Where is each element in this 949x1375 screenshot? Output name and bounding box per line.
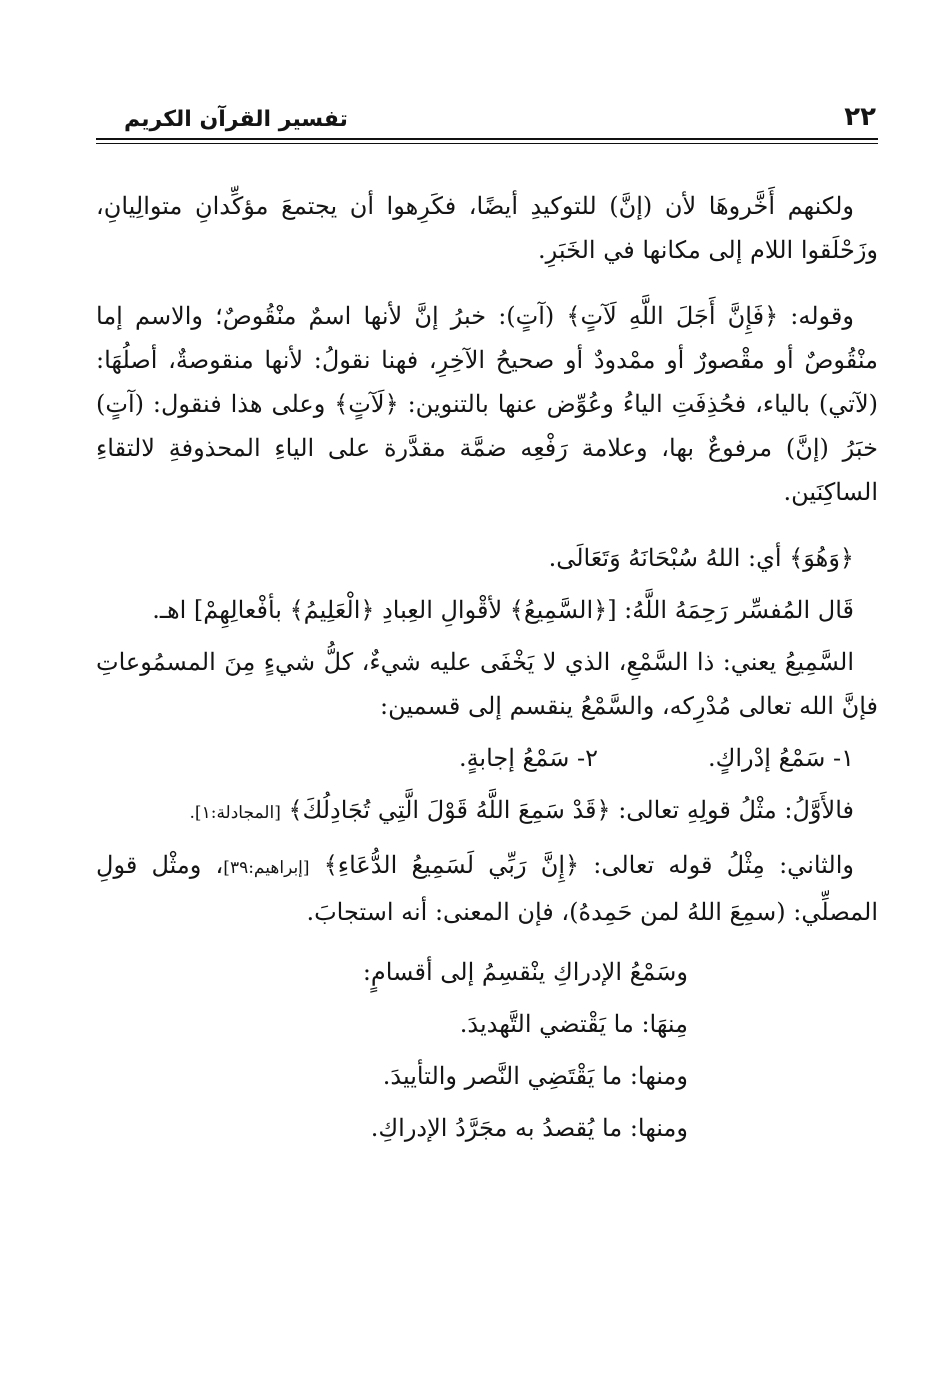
division-list <box>96 736 878 780</box>
book-title: تفسير القرآن الكريم <box>124 107 348 132</box>
paragraph-3: ﴿وَهُوَ﴾ أي: اللهُ سُبْحَانَهُ وَتَعَالَى. <box>548 544 854 572</box>
first-type-text: فالأَوَّلُ: مثْلُ قولِهِ تعالى: ﴿قَدْ سَمِعَ اللَّهُ قَوْلَ الَّتِي تُجَادِلُكَ﴾ <box>280 796 854 824</box>
header-rule-thin <box>96 143 878 144</box>
page-body <box>96 184 878 1150</box>
paragraph-4: قَال المُفسِّر رَحِمَهُ اللَّهُ: [﴿السَّمِيعُ﴾ لأقْوالِ العِبادِ ﴿الْعَلِيمُ﴾ بأفْعالِهِمْ] اهـ. <box>152 596 854 624</box>
page-header <box>96 100 878 146</box>
paragraph-subdivisions: وسَمْعُ الإدراكِ ينْقسِمُ إلى أقسامٍ: <box>362 958 688 986</box>
second-type-continuation: ، ومثْل قولِ المصلِّي: (سمِعَ اللهُ لمن حَمِدهُ)، فإن المعنى: أنه استجابَ. <box>96 851 878 926</box>
paragraph-1: ولكنهم أَخَّروهَا لأن (إنَّ) للتوكيدِ أيضًا، فكَرِهوا أن يجتمعَ مؤكِّدانِ متوالِيانِ، وزَحْلَقوا اللام إلى مكانها في الخَبَرِ. <box>96 192 878 264</box>
subdivision-3: ومنها: ما يُقصدُ به مجَرَّدُ الإدراكِ. <box>370 1114 688 1142</box>
paragraph-2: وقوله: ﴿فَإِنَّ أَجَلَ اللَّهِ لَآتٍ﴾ (آتٍ): خبرُ إنَّ لأنها اسمٌ منْقُوصٌ؛ والاسم إما منْقُوصٌ أو مقْصورٌ أو ممْدودٌ أو صحيحُ الآخِرِ، فهنا نقولُ: لأنها منقوصةٌ، أصلُهَا: (لآتي) بالياء، فحُذِفَتِ الياءُ وعُوِّض عنها بالتنوين: ﴿لَآتٍ﴾ وعلى هذا فنقول: (آتٍ) خبَرُ (إنَّ) مرفوعٌ بها، وعلامة رَفْعِه ضمَّة مقدَّرة على الياءِ المحذوفةِ لالتقاءِ الساكِنَين. <box>96 302 878 506</box>
second-type-text: والثاني: مِثْلُ قوله تعالى: ﴿إِنَّ رَبِّي لَسَمِيعُ الدُّعَاءِ﴾ <box>309 851 854 879</box>
header-rule <box>96 138 878 140</box>
paragraph-first-type <box>96 788 878 835</box>
subdivision-1: مِنهَا: ما يَقْتضي التَّهديدَ. <box>459 1010 688 1038</box>
paragraph-5: السَّمِيعُ يعني: ذا السَّمْعِ، الذي لا يَخْفَى عليه شيءٌ، كلُّ شيءٍ مِنَ المسمُوعاتِ فإنَّ الله تعالى مُدْرِكه، والسَّمْعُ ينقسم إلى قسمين: <box>96 648 878 720</box>
book-page <box>96 100 878 1340</box>
page-number: ٢٢ <box>844 102 876 132</box>
second-type-reference: [إبراهيم:٣٩] <box>223 858 310 878</box>
first-type-reference: [المجادلة:١]. <box>189 803 281 823</box>
list-item-2: ٢- سَمْعُ إجابةٍ. <box>458 744 598 772</box>
paragraph-second-type <box>96 843 878 934</box>
list-item-1: ١- سَمْعُ إدْراكٍ. <box>707 744 854 772</box>
subdivision-2: ومنها: ما يَقْتَضِي النَّصر والتأييدَ. <box>382 1062 688 1090</box>
